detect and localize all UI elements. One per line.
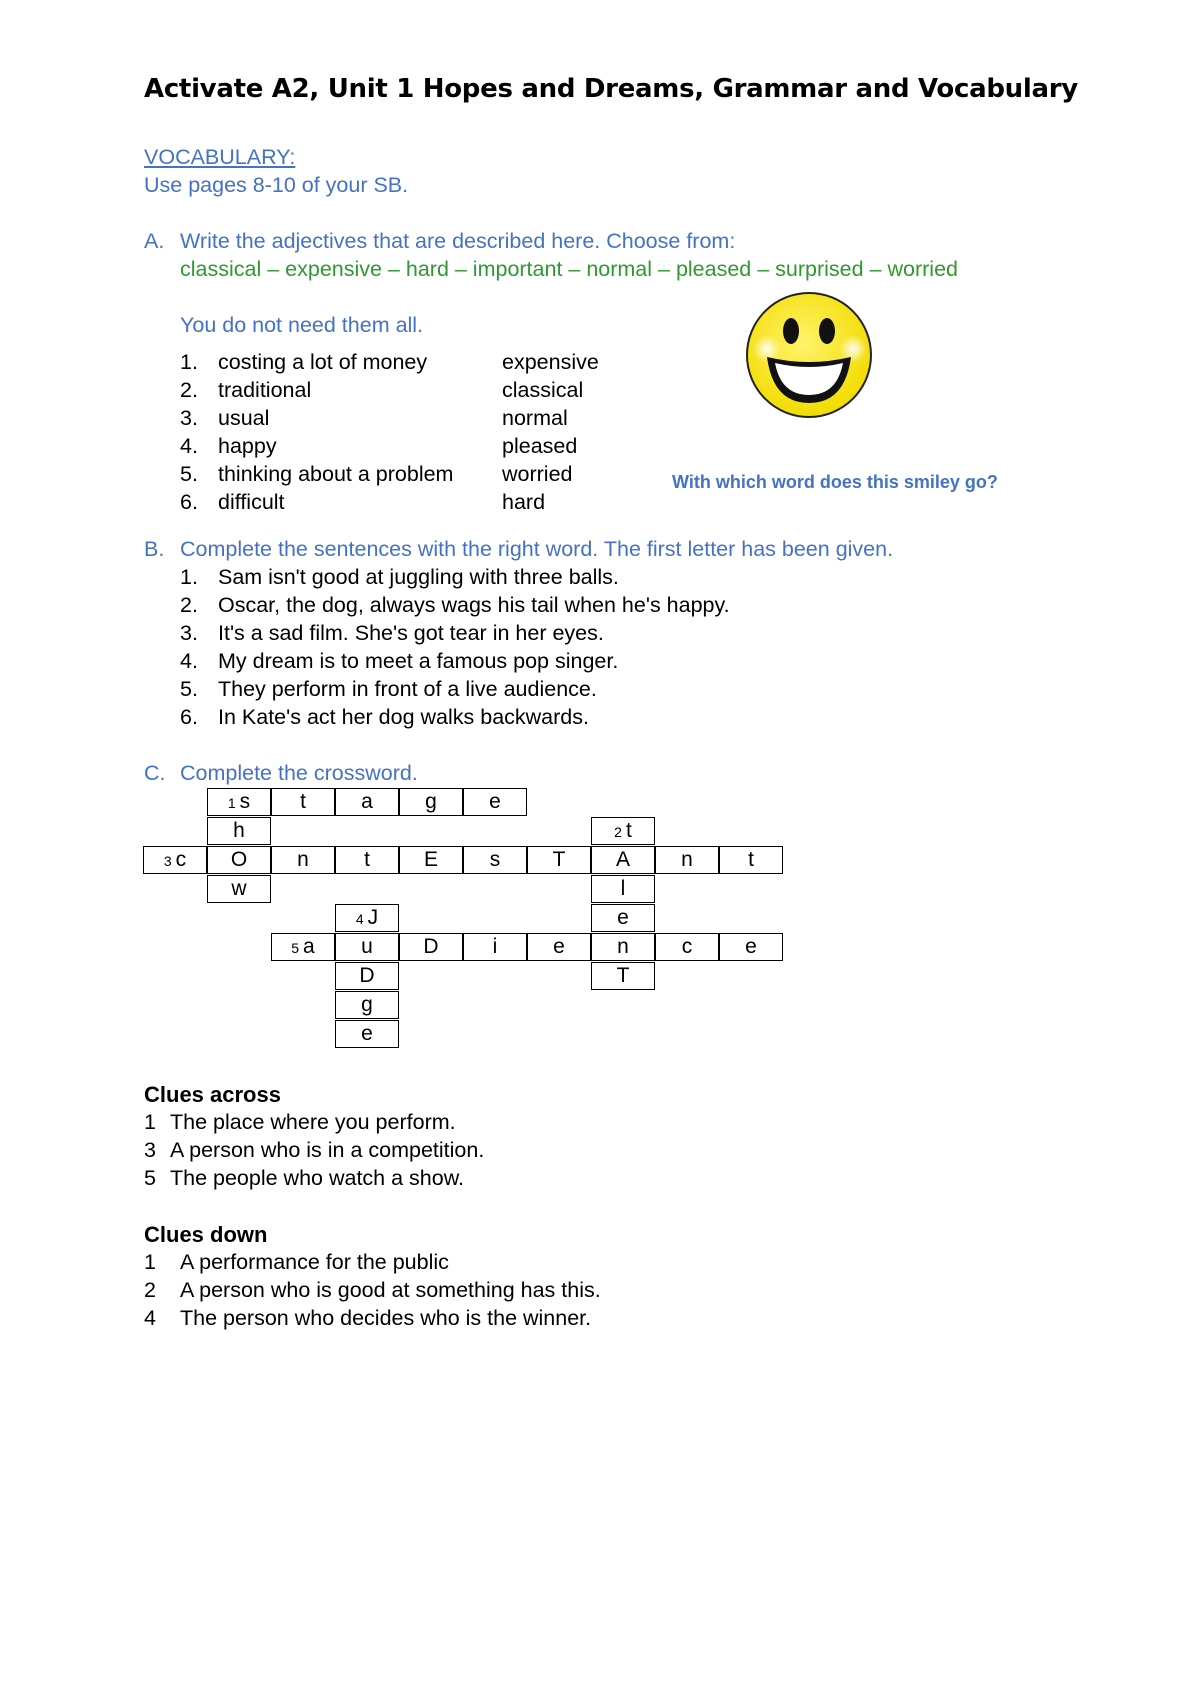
crossword-cell[interactable] — [207, 788, 271, 816]
crossword-cell[interactable] — [655, 933, 719, 961]
item-number: 3. — [180, 621, 198, 645]
crossword-cell-letter: n — [681, 848, 693, 871]
crossword-cell-letter: u — [361, 935, 373, 958]
item-definition: traditional — [218, 378, 312, 402]
crossword-cell-letter: J — [367, 906, 379, 929]
crossword-cell[interactable] — [335, 788, 399, 816]
item-number: 1. — [180, 350, 198, 374]
clue-number: 2 — [144, 1278, 156, 1302]
crossword-cell[interactable] — [271, 933, 335, 961]
crossword-cell[interactable] — [271, 788, 335, 816]
crossword-cell-letter: i — [492, 935, 498, 958]
item-definition: difficult — [218, 490, 285, 514]
vocabulary-heading: VOCABULARY: — [144, 145, 296, 169]
crossword-cell[interactable] — [399, 788, 463, 816]
crossword-cell[interactable] — [527, 933, 591, 961]
item-answer: pleased — [502, 434, 578, 458]
crossword-cell-letter: T — [616, 964, 630, 987]
crossword-cell-letter: D — [423, 935, 439, 958]
clue-number: 3 — [144, 1138, 156, 1162]
item-number: 4. — [180, 434, 198, 458]
vocabulary-instruction: Use pages 8-10 of your SB. — [144, 173, 409, 197]
crossword-cell[interactable] — [463, 846, 527, 874]
crossword-cell[interactable] — [719, 846, 783, 874]
crossword-cell-letter: D — [359, 964, 375, 987]
clues-across-heading: Clues across — [144, 1082, 281, 1107]
item-sentence: In Kate's act her dog walks backwards. — [218, 705, 589, 729]
crossword-cell-letter: s — [489, 848, 501, 871]
crossword-cell[interactable] — [527, 846, 591, 874]
item-number: 4. — [180, 649, 198, 673]
clue-text: The people who watch a show. — [170, 1166, 465, 1190]
section-a-note: You do not need them all. — [180, 313, 424, 337]
crossword-cell-letter: c — [681, 935, 693, 958]
item-sentence: Sam isn't good at juggling with three balls. — [218, 565, 619, 589]
clue-down-item — [144, 1250, 449, 1275]
section-c-label: C. — [144, 761, 166, 785]
crossword-cell[interactable] — [207, 846, 271, 874]
clue-across-item — [144, 1110, 456, 1135]
item-answer: classical — [502, 378, 584, 402]
crossword-cell[interactable] — [143, 846, 207, 874]
crossword-cell-letter: e — [489, 790, 501, 813]
clue-number: 1 — [144, 1250, 156, 1274]
crossword-cell[interactable] — [591, 846, 655, 874]
crossword-cell[interactable] — [335, 962, 399, 990]
item-definition: thinking about a problem — [218, 462, 454, 486]
crossword-cell-letter: A — [615, 848, 630, 871]
crossword-cell-number: 5 — [291, 940, 300, 956]
crossword-cell-letter: g — [425, 790, 437, 813]
section-a-label: A. — [144, 229, 165, 253]
crossword-cell[interactable] — [335, 933, 399, 961]
item-definition: happy — [218, 434, 277, 458]
item-number: 5. — [180, 677, 198, 701]
crossword-cell-letter: e — [553, 935, 565, 958]
crossword-cell-number: 4 — [355, 911, 364, 927]
section-b-instruction: Complete the sentences with the right word. The first letter has been given. — [180, 537, 894, 561]
crossword-cell-letter: t — [748, 848, 754, 871]
crossword-cell-letter: g — [361, 993, 373, 1016]
smiley-caption: With which word does this smiley go? — [672, 472, 998, 492]
item-sentence: Oscar, the dog, always wags his tail when he's happy. — [218, 593, 730, 617]
item-number: 5. — [180, 462, 198, 486]
item-sentence: My dream is to meet a famous pop singer. — [218, 649, 619, 673]
crossword-cell-letter: h — [233, 819, 245, 842]
crossword-cell-letter: t — [364, 848, 370, 871]
crossword-cell[interactable] — [207, 875, 271, 903]
clues-down-heading: Clues down — [144, 1222, 268, 1247]
crossword-cell-letter: n — [297, 848, 309, 871]
item-answer: expensive — [502, 350, 599, 374]
crossword-cell-letter: e — [617, 906, 629, 929]
clue-across-item — [144, 1138, 484, 1163]
smiley-face-icon — [745, 291, 873, 419]
crossword-cell-letter: a — [303, 935, 315, 958]
crossword-cell-number: 2 — [614, 824, 622, 840]
clue-number: 5 — [144, 1166, 156, 1190]
crossword-cell[interactable] — [591, 875, 655, 903]
section-b-label: B. — [144, 537, 165, 561]
item-number: 6. — [180, 490, 198, 514]
crossword-cell-letter: c — [175, 848, 187, 871]
crossword-cell-letter: a — [361, 790, 373, 813]
crossword-cell-letter: T — [552, 848, 566, 871]
crossword-cell-letter: e — [745, 935, 757, 958]
crossword-cell[interactable] — [399, 933, 463, 961]
item-answer: worried — [502, 462, 573, 486]
item-definition: costing a lot of money — [218, 350, 428, 374]
section-c-instruction: Complete the crossword. — [180, 761, 418, 785]
crossword-cell-letter: s — [239, 790, 251, 813]
item-answer: hard — [502, 490, 546, 514]
crossword-cell[interactable] — [335, 904, 399, 932]
clue-text: The person who decides who is the winner. — [180, 1306, 592, 1330]
item-number: 1. — [180, 565, 198, 589]
item-sentence: They perform in front of a live audience. — [218, 677, 597, 701]
clue-down-item — [144, 1278, 601, 1303]
crossword-cell[interactable] — [207, 817, 271, 845]
crossword-cell-number: 3 — [163, 853, 172, 869]
crossword-cell[interactable] — [335, 1020, 399, 1048]
item-number: 2. — [180, 593, 198, 617]
item-number: 6. — [180, 705, 198, 729]
crossword-cell-letter: e — [361, 1022, 373, 1045]
crossword-cell[interactable] — [591, 904, 655, 932]
crossword-cell-letter: t — [300, 790, 306, 813]
clue-text: A person who is good at something has this. — [180, 1278, 601, 1302]
crossword-cell[interactable] — [271, 846, 335, 874]
crossword-cell-letter: n — [617, 935, 629, 958]
section-a-word-bank: classical – expensive – hard – important – normal – pleased – surprised – worried — [180, 257, 958, 281]
crossword-cell-letter: w — [231, 877, 247, 900]
clue-number: 1 — [144, 1110, 156, 1134]
crossword-cell[interactable] — [463, 788, 527, 816]
clue-text: A person who is in a competition. — [170, 1138, 485, 1162]
crossword-cell-number: 1 — [227, 795, 236, 811]
clue-text: The place where you perform. — [170, 1110, 456, 1134]
page-title: Activate A2, Unit 1 Hopes and Dreams, Grammar and Vocabulary — [144, 74, 1078, 104]
clue-across-item — [144, 1166, 464, 1191]
crossword-cell[interactable] — [655, 846, 719, 874]
crossword-cell[interactable] — [591, 933, 655, 961]
crossword-cell[interactable] — [591, 962, 655, 990]
crossword-cell-letter: E — [423, 848, 438, 871]
clue-down-item — [144, 1306, 591, 1331]
section-a-instruction: Write the adjectives that are described here. Choose from: — [180, 229, 736, 253]
item-definition: usual — [218, 406, 270, 430]
clue-text: A performance for the public — [180, 1250, 449, 1274]
crossword-cell[interactable] — [463, 933, 527, 961]
crossword-cell[interactable] — [335, 991, 399, 1019]
item-sentence: It's a sad film. She's got tear in her eyes. — [218, 621, 604, 645]
crossword-cell[interactable] — [719, 933, 783, 961]
item-number: 3. — [180, 406, 198, 430]
item-number: 2. — [180, 378, 198, 402]
item-answer: normal — [502, 406, 568, 430]
crossword-cell[interactable] — [335, 846, 399, 874]
crossword-cell[interactable] — [591, 817, 655, 845]
crossword-cell-letter: O — [230, 848, 248, 871]
crossword-cell[interactable] — [399, 846, 463, 874]
clue-number: 4 — [144, 1306, 156, 1330]
crossword-cell-letter: l — [620, 877, 626, 900]
crossword-cell-letter: t — [625, 819, 632, 842]
